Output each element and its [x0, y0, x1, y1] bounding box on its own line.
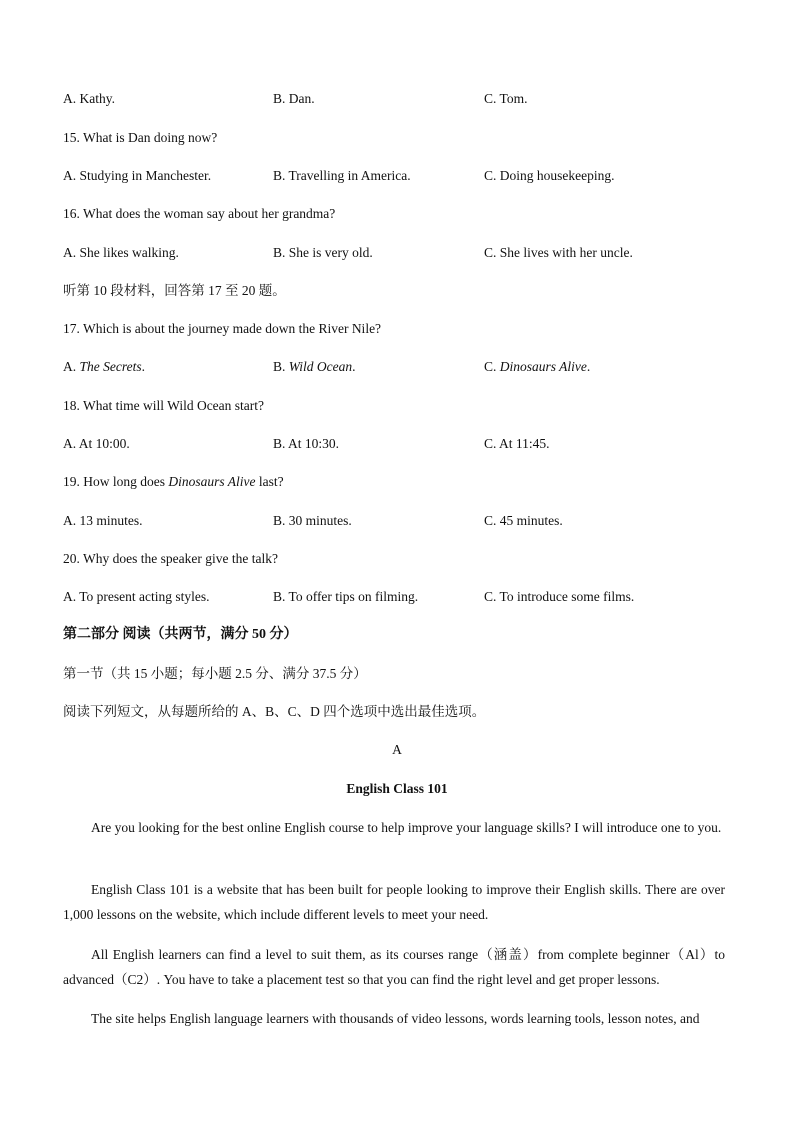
paragraph-2: English Class 101 is a website that has been built for people looking to improve their English skills. There are over 1,000 lessons on the website, which include different levels to meet your need. [63, 882, 725, 922]
q15-question: 15. What is Dan doing now? [63, 130, 218, 145]
paragraph-1: Are you looking for the best online English course to help improve your language skills? I will introduce one to you. [91, 820, 722, 835]
option-b: B. Travelling in America. [273, 168, 411, 183]
option-a: A. Studying in Manchester. [63, 168, 212, 183]
option-b: B. Wild Ocean. [273, 359, 356, 374]
material-10-instruction: 听第 10 段材料，回答第 17 至 20 题。 [63, 283, 286, 298]
option-c: C. To introduce some films. [484, 589, 635, 604]
option-c: C. Doing housekeeping. [484, 168, 615, 183]
reading-instruction: 阅读下列短文，从每题所给的 A、B、C、D 四个选项中选出最佳选项。 [63, 704, 486, 719]
film-title: Dinosaurs Alive [499, 359, 587, 374]
option-b: B. She is very old. [273, 245, 373, 260]
paragraph-3: All English learners can find a level to suit them, as its courses range（涵盖）from complete beginner（Al）to advanced（C2）. You have to take a placement test so that you can find the right level and get proper lessons. [63, 947, 725, 987]
option-c: C. She lives with her uncle. [484, 245, 633, 260]
option-a: A. 13 minutes. [63, 513, 143, 528]
film-title: Wild Ocean [288, 359, 353, 374]
q20-question: 20. Why does the speaker give the talk? [63, 551, 278, 566]
option-a: A. To present acting styles. [63, 589, 210, 604]
option-b: B. At 10:30. [273, 436, 340, 451]
option-b: B. 30 minutes. [273, 513, 352, 528]
q16-question: 16. What does the woman say about her grandma? [63, 206, 336, 221]
film-title: The Secrets [79, 359, 142, 374]
option-a: A. The Secrets. [63, 359, 145, 374]
option-c: C. 45 minutes. [484, 513, 563, 528]
option-a: A. Kathy. [63, 91, 115, 106]
passage-title: English Class 101 [346, 781, 448, 796]
q17-question: 17. Which is about the journey made down the River Nile? [63, 321, 382, 336]
q19-question: 19. How long does Dinosaurs Alive last? [63, 474, 284, 489]
option-a: A. She likes walking. [63, 245, 179, 260]
option-b: B. To offer tips on filming. [273, 589, 419, 604]
option-b: B. Dan. [273, 91, 315, 106]
paragraph-4: The site helps English language learners with thousands of video lessons, words learning tools, lesson notes, and [91, 1011, 700, 1026]
section1-heading: 第一节（共 15 小题；每小题 2.5 分、满分 37.5 分） [63, 666, 367, 681]
film-title: Dinosaurs Alive [168, 474, 256, 489]
option-c: C. At 11:45. [484, 436, 550, 451]
option-c: C. Tom. [484, 91, 528, 106]
q18-question: 18. What time will Wild Ocean start? [63, 398, 265, 413]
passage-letter: A [392, 742, 402, 757]
option-a: A. At 10:00. [63, 436, 130, 451]
part2-heading: 第二部分 阅读（共两节，满分 50 分） [63, 627, 298, 642]
option-c: C. Dinosaurs Alive. [484, 359, 591, 374]
